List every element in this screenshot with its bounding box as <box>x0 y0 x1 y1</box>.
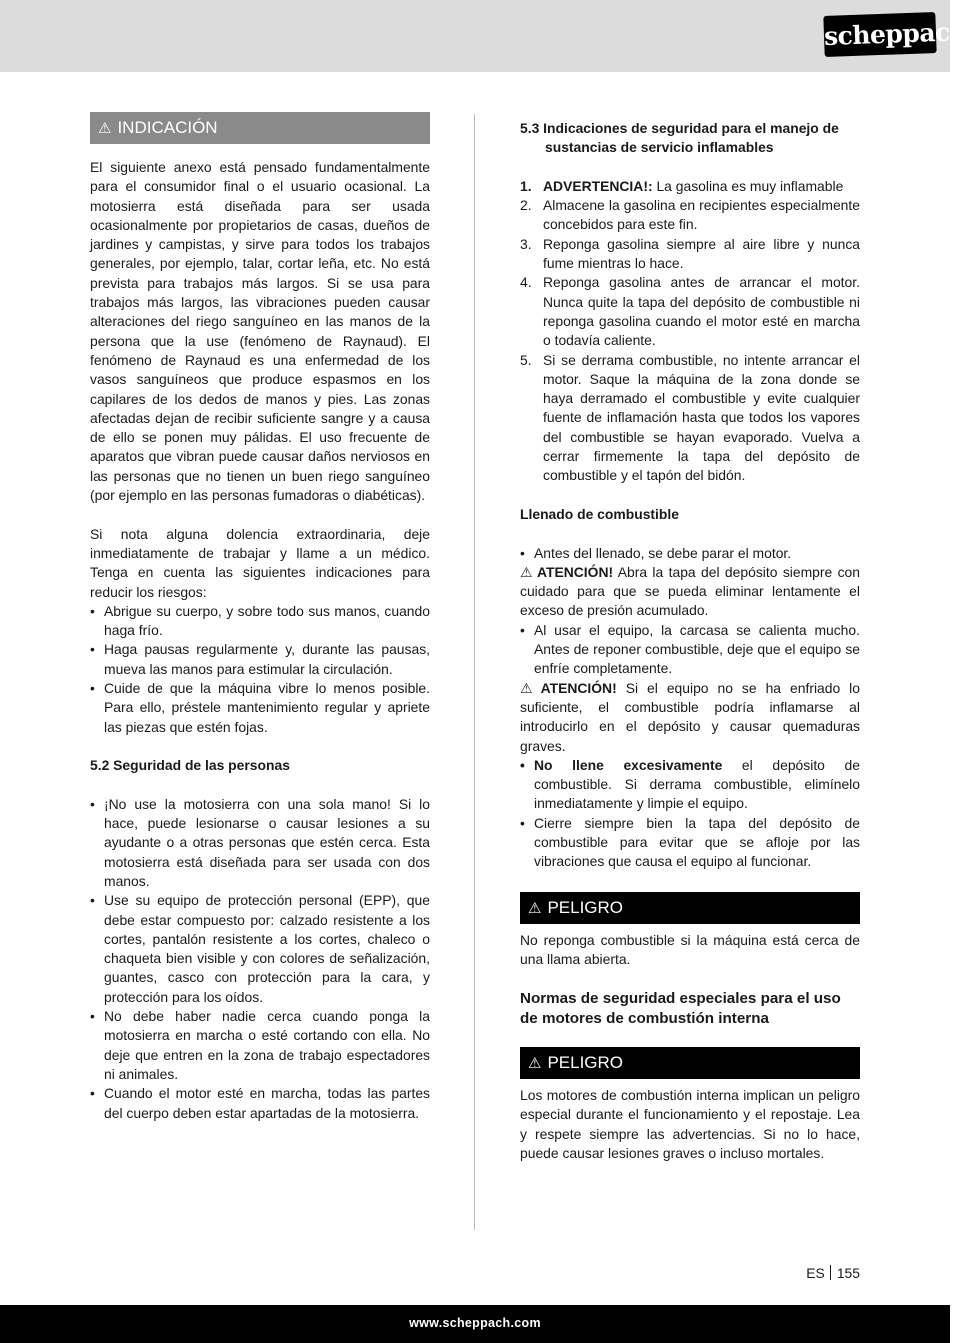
list-item: 4. Reponga gasolina antes de arrancar el motor. Nunca quite la tapa del depósito de combustible ni reponga gasolina cuando el motor esté en marcha o todavía caliente. <box>520 274 860 349</box>
bullet-icon: • <box>90 602 95 619</box>
list-number: 4. <box>520 274 532 291</box>
list-item: • Haga pausas regularmente y, durante las pausas, mueva las manos para estimular la circulación. <box>90 641 430 677</box>
left-column <box>90 112 430 1123</box>
indicacion-title: INDICACIÓN <box>117 118 218 137</box>
llenado-list-1 <box>520 544 860 563</box>
list-item: • Cierre siempre bien la tapa del depósito de combustible para evitar que se afloje por las vibraciones que causa el equipo al funcionar. <box>520 814 860 870</box>
bullet-icon: • <box>520 621 525 638</box>
section-heading-inflamables: 5.3 Indicaciones de seguridad para el manejo de sustancias de servicio inflamables <box>520 120 839 156</box>
warning-icon: ⚠ <box>528 1055 542 1073</box>
list-item: • Cuando el motor esté en marcha, todas las partes del cuerpo deben estar apartadas de la motosierra. <box>90 1085 430 1121</box>
bullet-icon: • <box>520 756 525 773</box>
indicacion-paragraph-2: Si nota alguna dolencia extraordinaria, deje inmediatamente de trabajar y llame a un médico. Tenga en cuenta las siguientes indicaciones para reducir los riesgos: <box>90 525 430 600</box>
warning-icon: ⚠ <box>528 899 542 917</box>
indicacion-paragraph-1: El siguiente anexo está pensado fundamentalmente para el consumidor final o el usuario ocasional. La motosierra está diseñada para ser usada ocasionalmente por propietarios de casas, dueños de jardines y campistas, y sirve para todos los trabajos generales, por ejemplo, talar, cortar leña, etc. No está prevista para trabajos más largos. Si se usa para trabajos más largos, las vibraciones pueden causar alteraciones del riego sanguíneo en las manos de la persona que la use (fenómeno de Raynaud). El fenómeno de Raynaud es una enfermedad de los vasos sanguíneos que produce espasmos en los capilares de los dedos de manos y pies. Las zonas afectadas dejan de recibir suficiente sangre y a causa de ello se ponen muy pálidas. El uso frecuente de aparatos que vibran puede causar daños nerviosos en las personas que no tienen un buen riego sanguíneo (por ejemplo en las personas fumadoras o diabéticas). <box>90 159 430 504</box>
bullet-icon: • <box>520 814 525 831</box>
list-item: • Abrigue su cuerpo, y sobre todo sus manos, cuando haga frío. <box>90 602 430 639</box>
bullet-icon: • <box>90 892 95 909</box>
bullet-icon: • <box>520 544 525 561</box>
personas-list <box>90 795 430 1123</box>
page-number-value: 155 <box>836 1265 860 1281</box>
advertencia-label: ADVERTENCIA!: <box>543 177 653 194</box>
peligro-text-1: No reponga combustible si la máquina está cerca de una llama abierta. <box>520 931 860 967</box>
indicacion-list <box>90 602 430 737</box>
section-heading-llenado: Llenado de combustible <box>520 505 679 522</box>
list-number: 1. <box>520 177 532 194</box>
indicacion-banner <box>90 112 430 144</box>
section-heading-normas: Normas de seguridad especiales para el uso de motores de combustión interna <box>520 990 841 1027</box>
llenado-list-3 <box>520 756 860 872</box>
warning-icon: ⚠ <box>98 120 112 137</box>
peligro-banner-1 <box>520 892 860 924</box>
list-item: • Al usar el equipo, la carcasa se calienta mucho. Antes de reponer combustible, deje que el equipo se enfríe completamente. <box>520 621 860 677</box>
list-item: • Use su equipo de protección personal (EPP), que debe estar compuesto por: calzado resistente a los cortes, pantalón resistente a los cortes, chaleco o chaqueta bien visible y con colores de señalización, guantes, casco con protección para la cara, y protección para los oídos. <box>90 892 430 1005</box>
peligro-banner-2 <box>520 1047 860 1079</box>
list-item: • No llene excesivamente el depósito de combustible. Si derrama combustible, elimínelo inmediatamente y limpie el equipo. <box>520 756 860 812</box>
right-column <box>520 112 860 1163</box>
list-item: • ¡No use la motosierra con una sola mano! Si lo hace, puede lesionarse o causar lesiones a su ayudante o a otras personas que estén cerca. Esta motosierra está diseñada para ser usada con dos manos. <box>90 795 430 889</box>
peligro-title: PELIGRO <box>547 1053 624 1073</box>
scheppach-logo: scheppach <box>823 12 936 57</box>
list-item: 2. Almacene la gasolina en recipientes especialmente concebidos para este fin. <box>520 197 860 233</box>
warning-icon: ⚠ <box>520 563 534 580</box>
bullet-icon: • <box>90 1085 95 1102</box>
list-item: • No debe haber nadie cerca cuando ponga la motosierra en marcha o esté cortando con ella. No deje que entren en la zona de trabajo espectadores ni animales. <box>90 1008 430 1082</box>
list-item: 3. Reponga gasolina siempre al aire libre y nunca fume mientras lo hace. <box>520 235 860 272</box>
atencion-note-2: ⚠ ATENCIÓN! Si el equipo no se ha enfriado lo suficiente, el combustible podría inflamarse al introducirlo en el depósito y causar quemaduras graves. <box>520 679 860 754</box>
page-number <box>806 1265 860 1281</box>
llenado-list-2 <box>520 621 860 679</box>
list-number: 2. <box>520 197 532 214</box>
inflamables-list <box>520 177 860 486</box>
list-item: • Antes del llenado, se debe parar el motor. <box>520 544 860 563</box>
bullet-icon: • <box>90 795 95 812</box>
page-number-separator <box>830 1265 831 1280</box>
list-item: 1. ADVERTENCIA!: La gasolina es muy inflamable <box>520 177 860 196</box>
bullet-icon: • <box>90 680 95 697</box>
bullet-icon: • <box>90 641 95 658</box>
list-item: • Cuide de que la máquina vibre lo menos posible. Para ello, préstele mantenimiento regular y apriete las piezas que estén fojas. <box>90 680 430 735</box>
list-number: 3. <box>520 235 532 252</box>
header-bar <box>0 0 950 72</box>
footer-bar <box>0 1305 950 1343</box>
list-number: 5. <box>520 351 532 368</box>
section-heading-personas: 5.2 Seguridad de las personas <box>90 757 290 774</box>
warning-icon: ⚠ <box>520 679 538 696</box>
peligro-text-2: Los motores de combustión interna implican un peligro especial durante el funcionamiento y el repostaje. Lea y respete siempre las advertencias. Si no lo hace, puede causar lesiones graves o incluso mortales. <box>520 1087 860 1162</box>
atencion-note-1: ⚠ ATENCIÓN! Abra la tapa del depósito siempre con cuidado para que se pueda eliminar lentamente el exceso de presión acumulado. <box>520 563 860 619</box>
list-item: 5. Si se derrama combustible, no intente arrancar el motor. Saque la máquina de la zona donde se haya derramado el combustible y evite cualquier fuente de inflamación hasta que todos los vapores del combustible se hayan evaporado. Vuelva a cerrar firmemente la tapa del depósito de combustible y el tapón del bidón. <box>520 351 860 484</box>
bullet-icon: • <box>90 1008 95 1025</box>
peligro-title: PELIGRO <box>547 897 624 917</box>
website-link[interactable]: www.scheppach.com <box>409 1316 541 1330</box>
language-code: ES <box>806 1265 825 1281</box>
column-divider <box>474 114 475 1230</box>
